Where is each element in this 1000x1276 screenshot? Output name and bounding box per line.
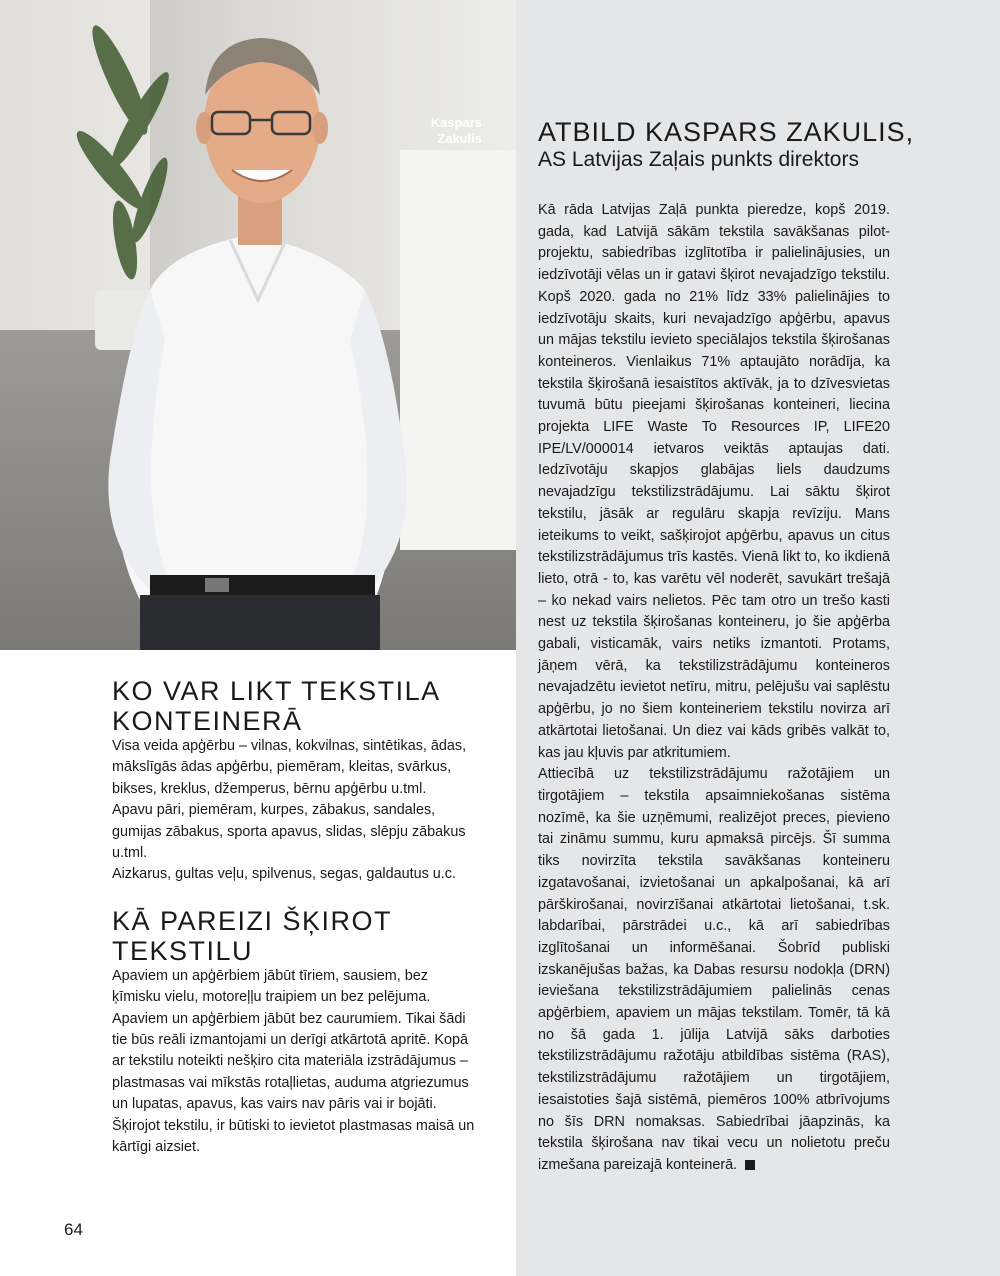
section-heading: KO VAR LIKT TEKSTILA KONTEINERĀ xyxy=(112,676,440,736)
section-heading: KĀ PAREIZI ŠĶIROT TEKSTILU xyxy=(112,905,392,966)
section-text: Visa veida apģērbu – vilnas, kokvilnas, sintētikas, ādas, mākslīgās ādas apģērbu, piemēram, kleitas, svārkus, bikses, kreklus, džemperus, bērnu apģērbu u.tml. Apavu pāri, piemēram, kurpes, zābakus, sandales, gumijas zābakus, sporta apavus, slidas, slēpju zābakus u.tml. Aizkarus, gultas veļu, spilvenus, segas, galdautus u.c. xyxy=(112,738,467,883)
photo-caption-last-name: Zakulis xyxy=(437,131,482,146)
page-number: 64 xyxy=(64,1220,83,1239)
left-column xyxy=(112,676,477,1159)
interview-body-text: Kā rāda Latvijas Zaļā punkta pieredze, kopš 2019. gada, kad Latvijā sākām tekstila savākšanas pilot-projektu, sabiedrības izglītotība ir palielinājusies, un iedzīvotāji vēlas un ir gatavi šķirot nevajadzīgo tekstilu. Kopš 2020. gada no 21% līdz 33% palielinājies to iedzīvotāju skaits, kuri nevajadzīgo apģērbu, apavus un mājas tekstilu ievieto speciālajos tekstila šķirošanas konteineros. Vienlaikus 71% aptaujāto norādīja, ka tekstila šķirošanā iesaistītos aktīvāk, ja to dzīvesvietas tuvumā būtu pieejami šķirošanas konteineri, liecina projekta LIFE Waste To Resources IP, LIFE20 IPE/LV/000014 ietvaros veiktās aptaujas dati. Iedzīvotāju skapjos glabājas liels daudzums nevajadzīgu tekstilizstrādājumu. Lai sāktu šķirot tekstilu, jāsāk ar regulāru skapja revīziju. Mans ieteikums to veikt, sašķirojot apģērbu, apavus un citus tekstilizstrādājumus trīs kastēs. Vienā likt to, ko ikdienā lieto, otrā - to, kas varētu vēl noderēt, savukārt trešajā – ko nekad vairs nelietos. Pēc tam otro un trešo kasti nest uz tekstila šķirošanas konteineru, jo šie apģērba gabali, visticamāk, vairs netiks izmantoti. Protams, jāņem vērā, ka tekstilizstrādājumu konteineros nevajadzētu ievietot netīru, mitru, pelējušu vai saplēstu apģērbu, jo no šiem konteineriem tekstilu novirza arī atkārtotai lietošanai. Un diez vai kāds gribēs valkāt to, kas jau kļuvis par atkritumiem. Attiecībā uz tekstilizstrādājumu ražotājiem un tirgotājiem – tekstila apsaimniekošanas sistēma nozīmē, ka šie uzņēmumi, realizējot preces, pievieno tai zināmu summu, kuru apmaksā pircējs. Šī summa tiks novirzīta tekstila savākšanas konteineru izgatavošanai, izvietošanai un apkalpošanai, kā arī pārškirošanai, novirzīšanai atkārtotai lietošanai, t.sk. labdarībai, pārstrādei u.c., kā arī sabiedrības izglītošanai un informēšanai. Šobrīd publiski izskanējušas bažas, ka Dabas resursu nodokļa (DRN) ieviešana tekstilizstrādājumiem palielinās cenas apģērbiem, apaviem un mājas tekstilam. Tomēr, tā kā no šā gada 1. jūlija Latvijā sāks darboties tekstilizstrādājumu ražotāju atbildības sistēma (RAS), tekstilizstrādājumu ražotājiem un tirgotājiem, iesaistoties šajā sistēmā, piemēros 100% atbrīvojums no šīs DRN nomaksas. Sabiedrībai jāapzinās, ka tekstila šķirošana nav tikai vecu un nolietotu preču izmešana pareizajā konteinerā. xyxy=(538,202,890,1173)
interview-heading: ATBILD KASPARS ZAKULIS, xyxy=(538,117,915,147)
section-text: Apaviem un apģērbiem jābūt tīriem, sausiem, bez ķīmisku vielu, motoreļļu traipiem un bez pelējuma. Apaviem un apģērbiem jābūt bez caurumiem. Tikai šādi tie būs reāli izmantojami un derīgi atkārtotā apritē. Kopā ar tekstilu noteikti nešķiro cita materiāla izstrādājumus – plastmasas vai mīkstās rotaļlietas, auduma atgriezumus un lupatas, apavus, kas vairs nav pāris vai ir bojāti. Šķirojot tekstilu, ir būtiski to ievietot plastmasas maisā un kārtīgi aizsiet. xyxy=(112,967,475,1156)
portrait-illustration xyxy=(0,0,516,650)
interview-body xyxy=(538,200,890,1177)
interview-subtitle: AS Latvijas Zaļais punkts direktors xyxy=(538,148,859,171)
section-how-to-sort xyxy=(112,906,477,1159)
end-of-article-icon xyxy=(745,1160,755,1170)
portrait-photo xyxy=(0,0,516,650)
photo-caption xyxy=(431,115,482,147)
section-what-to-put xyxy=(112,676,477,886)
photo-caption-first-name: Kaspars xyxy=(430,115,482,130)
